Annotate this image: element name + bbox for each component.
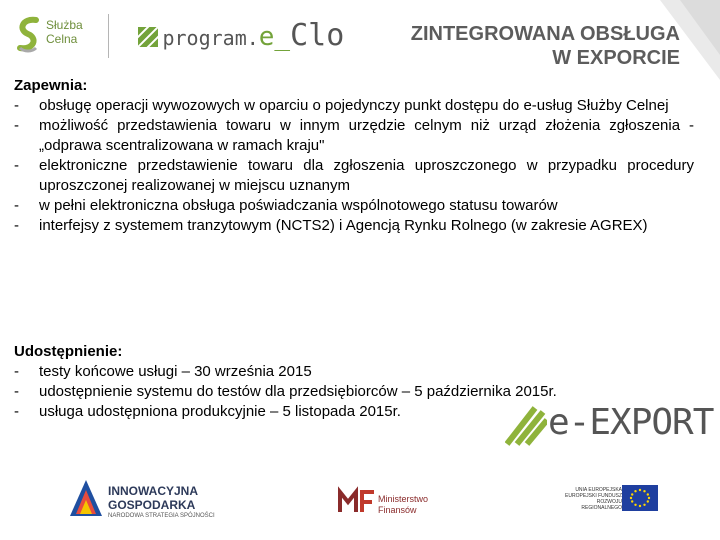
list-item: - usługa udostępniona produkcyjnie – 5 listopada 2015r.: [14, 403, 401, 420]
e-export-stripes-icon: [505, 404, 547, 446]
innowacyjna-gospodarka-text: INNOWACYJNA GOSPODARKA: [108, 484, 199, 512]
list-item: - interfejsy z systemem tranzytowym (NCTS2) i Agencją Rynku Rolnego (w zakresie AGREX): [14, 217, 648, 234]
list-item: - obsługę operacji wywozowych w oparciu o pojedynczy punkt dostępu do e-usług Służby Celnej: [14, 97, 669, 114]
ministerstwo-finansow-logo-icon: [338, 486, 376, 514]
program-clo: Clo: [290, 18, 345, 53]
sluzba-celna-logo-text: Służba Celna: [46, 18, 83, 46]
sluzba-celna-logo-icon: [14, 16, 44, 54]
header-divider: [108, 14, 109, 58]
list-item: - w pełni elektroniczna obsługa poświadczania wspólnotowego statusu towarów: [14, 197, 558, 214]
page-title: [330, 22, 680, 70]
stripes-icon: [138, 27, 158, 47]
eu-flag-icon: [622, 485, 658, 511]
ministerstwo-finansow-text: Ministerstwo Finansów: [378, 494, 429, 515]
innowacyjna-gospodarka-subtext: NARODOWA STRATEGIA SPÓJNOŚCI: [108, 513, 215, 519]
section-heading: Udostępnienie:: [14, 343, 123, 360]
eu-text: UNIA EUROPEJSKA EUROPEJSKI FUNDUSZ ROZWOJU REGIONALNEGO: [565, 487, 622, 511]
program-word: program.: [162, 26, 259, 50]
section-heading: Zapewnia:: [14, 77, 88, 94]
title-line-1: ZINTEGROWANA OBSŁUGA: [410, 23, 680, 45]
program-eclo-logo: [138, 18, 344, 53]
program-e: e_: [258, 22, 291, 52]
list-item: - możliwość przedstawienia towaru w innym urzędzie celnym niż urząd złożenia zgłoszenia - „odprawa scentralizowana w ramach kraju": [14, 117, 694, 154]
section-zapewnia: [14, 76, 694, 236]
list-item: - elektroniczne przedstawienie towaru dla zgłoszenia uproszczonego w przypadku procedury uproszczonej realizowanej w miejscu uznanym: [14, 157, 694, 194]
innowacyjna-gospodarka-logo-icon: [68, 478, 104, 518]
list-item: - testy końcowe usługi – 30 września 2015: [14, 363, 312, 380]
list-item: - udostępnienie systemu do testów dla przedsiębiorców – 5 października 2015r.: [14, 383, 557, 400]
title-line-2: W EXPORCIE: [552, 47, 680, 69]
e-export-logo-text: e-EXPORT: [548, 402, 714, 443]
